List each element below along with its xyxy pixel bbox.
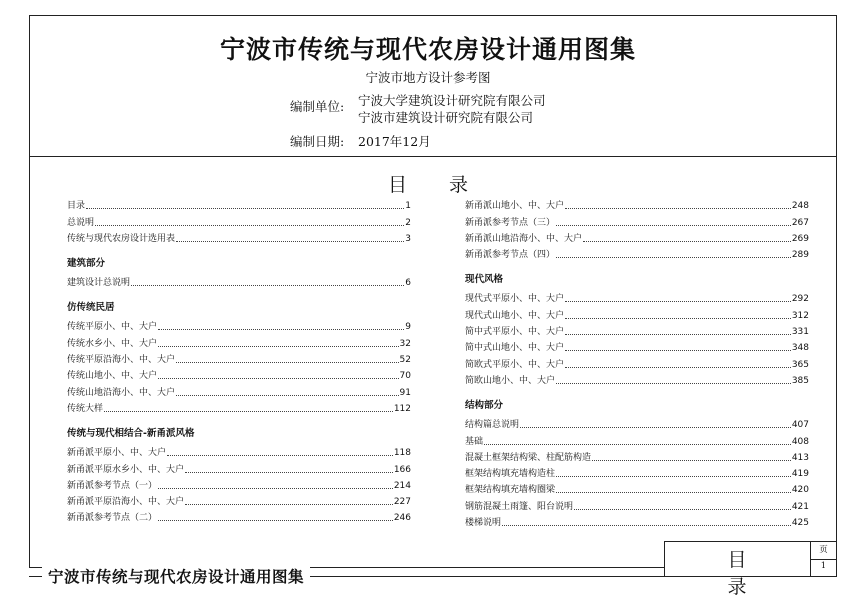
toc-entry[interactable]	[67, 196, 411, 212]
toc-heading: 目录	[387, 174, 510, 196]
toc-entry-page: 32	[399, 338, 411, 349]
dot-leader	[565, 300, 791, 302]
toc-entry-page: 9	[405, 322, 411, 333]
dot-leader	[95, 224, 404, 226]
toc-entry[interactable]	[67, 273, 411, 289]
toc-entry[interactable]	[67, 333, 411, 349]
toc-entry-page: 269	[791, 233, 809, 244]
toc-entry-title: 传统平原沿海小、中、大户	[67, 355, 176, 366]
toc-entry-page: 331	[791, 327, 809, 338]
toc-entry-page: 267	[791, 217, 809, 228]
toc-entry[interactable]	[465, 415, 809, 431]
toc-section-heading: 现代风格	[465, 274, 504, 286]
toc-entry[interactable]	[465, 496, 809, 512]
toc-entry-title: 简中式平原小、中、大户	[465, 327, 565, 338]
toc-entry-page: 227	[393, 497, 411, 508]
toc-entry-title: 简欧山地小、中、大户	[465, 375, 556, 386]
toc-entry-page: 292	[791, 294, 809, 305]
toc-entry[interactable]	[465, 338, 809, 354]
toc-right-column	[465, 196, 809, 529]
toc-entry-page: 413	[791, 452, 809, 463]
dot-leader	[583, 240, 791, 242]
toc-entry-page: 246	[393, 513, 411, 524]
toc-section-heading: 仿传统民居	[67, 302, 115, 314]
toc-entry-title: 现代式平原小、中、大户	[465, 294, 565, 305]
toc-entry-title: 新甬派参考节点（一）	[67, 480, 158, 491]
dot-leader	[520, 426, 791, 428]
toc-entry-title: 传统山地小、中、大户	[67, 371, 158, 382]
toc-entry-title: 钢筋混凝土雨篷、阳台说明	[465, 501, 574, 512]
toc-entry-title: 现代式山地小、中、大户	[465, 310, 565, 321]
toc-entry-page: 166	[393, 464, 411, 475]
toc-entry-page: 248	[791, 201, 809, 212]
toc-entry-title: 新甬派参考节点（四）	[465, 250, 556, 261]
toc-entry-page: 420	[791, 485, 809, 496]
toc-entry-page: 214	[393, 480, 411, 491]
compiler-org-1: 宁波大学建筑设计研究院有限公司	[358, 93, 546, 108]
toc-entry-page: 385	[791, 375, 809, 386]
document-subtitle: 宁波市地方设计参考图	[365, 70, 491, 85]
dot-leader	[158, 377, 399, 379]
footer-title: 宁波市传统与现代农房设计通用图集	[42, 565, 310, 587]
toc-entry[interactable]	[465, 464, 809, 480]
page-number: 1	[820, 561, 827, 571]
toc-entry[interactable]	[67, 382, 411, 398]
toc-entry-page: 52	[399, 355, 411, 366]
dot-leader	[131, 284, 404, 286]
dot-leader	[556, 256, 791, 258]
title-block-label: 目录	[727, 549, 785, 598]
dot-leader	[565, 333, 791, 335]
document-title: 宁波市传统与现代农房设计通用图集	[219, 35, 636, 64]
toc-section-heading: 传统与现代相结合-新甬派风格	[67, 427, 195, 439]
header-divider	[29, 156, 837, 157]
toc-entry[interactable]	[67, 476, 411, 492]
toc-section-heading: 建筑部分	[67, 257, 106, 269]
toc-entry-page: 365	[791, 359, 809, 370]
toc-entry[interactable]	[67, 492, 411, 508]
dot-leader	[565, 349, 791, 351]
toc-entry[interactable]	[465, 245, 809, 261]
toc-entry-title: 框架结构填充墙构造柱	[465, 469, 556, 480]
toc-entry-title: 传统水乡小、中、大户	[67, 338, 158, 349]
toc-entry-title: 新甬派参考节点（二）	[67, 513, 158, 524]
compiler-org-2: 宁波市建筑设计研究院有限公司	[358, 110, 534, 125]
toc-entry-page: 425	[791, 518, 809, 529]
toc-entry[interactable]	[67, 350, 411, 366]
compiler-label: 编制单位:	[290, 99, 345, 114]
dot-leader	[484, 443, 791, 445]
dot-leader	[556, 475, 791, 477]
toc-entry[interactable]	[465, 305, 809, 321]
dot-leader	[185, 503, 393, 505]
dot-leader	[176, 361, 399, 363]
toc-entry[interactable]	[465, 196, 809, 212]
toc-entry-page: 312	[791, 310, 809, 321]
toc-entry-page: 1	[405, 201, 411, 212]
dot-leader	[158, 487, 393, 489]
toc-entry[interactable]	[465, 448, 809, 464]
dot-leader	[158, 345, 399, 347]
toc-section-heading: 结构部分	[465, 399, 504, 411]
toc-entry[interactable]	[465, 371, 809, 387]
toc-entry[interactable]	[465, 431, 809, 447]
dot-leader	[565, 366, 791, 368]
dot-leader	[176, 240, 404, 242]
toc-entry[interactable]	[465, 212, 809, 228]
toc-entry-title: 传统与现代农房设计选用表	[67, 233, 176, 244]
toc-entry-title: 传统平原小、中、大户	[67, 322, 158, 333]
dot-leader	[185, 471, 393, 473]
toc-entry-page: 348	[791, 343, 809, 354]
toc-entry-page: 421	[791, 501, 809, 512]
toc-entry-page: 2	[405, 217, 411, 228]
dot-leader	[574, 508, 791, 510]
toc-entry-page: 91	[399, 387, 411, 398]
dot-leader	[556, 224, 791, 226]
toc-entry-title: 传统山地沿海小、中、大户	[67, 387, 176, 398]
toc-entry[interactable]	[67, 366, 411, 382]
toc-entry-title: 楼梯说明	[465, 518, 502, 529]
toc-entry-title: 新甬派平原小、中、大户	[67, 448, 167, 459]
dot-leader	[565, 207, 791, 209]
dot-leader	[592, 459, 791, 461]
toc-entry-title: 建筑设计总说明	[67, 278, 131, 289]
toc-entry-page: 3	[405, 233, 411, 244]
dot-leader	[556, 382, 791, 384]
toc-entry[interactable]	[465, 513, 809, 529]
toc-entry-page: 408	[791, 436, 809, 447]
toc-entry[interactable]	[67, 317, 411, 333]
dot-leader	[176, 394, 399, 396]
toc-entry-title: 框架结构填充墙构圈梁	[465, 485, 556, 496]
toc-entry-page: 70	[399, 371, 411, 382]
toc-entry[interactable]	[465, 229, 809, 245]
toc-entry-page: 407	[791, 420, 809, 431]
date-label: 编制日期:	[290, 134, 345, 149]
toc-entry-page: 419	[791, 469, 809, 480]
toc-entry-title: 结构篇总说明	[465, 420, 520, 431]
toc-left-column	[67, 196, 411, 524]
toc-entry[interactable]	[465, 354, 809, 370]
toc-entry[interactable]	[67, 229, 411, 245]
toc-entry-title: 传统大样	[67, 403, 104, 414]
toc-entry-page: 112	[393, 403, 411, 414]
toc-entry-title: 混凝土框架结构梁、柱配筋构造	[465, 452, 592, 463]
toc-entry-title: 总说明	[67, 217, 95, 228]
toc-entry[interactable]	[67, 443, 411, 459]
toc-entry[interactable]	[465, 480, 809, 496]
toc-entry-title: 新甬派平原沿海小、中、大户	[67, 497, 185, 508]
dot-leader	[86, 207, 404, 209]
toc-entry-title: 简中式山地小、中、大户	[465, 343, 565, 354]
toc-entry[interactable]	[67, 212, 411, 228]
toc-entry-title: 新甬派山地小、中、大户	[465, 201, 565, 212]
toc-entry[interactable]	[67, 459, 411, 475]
date-value: 2017年12月	[358, 134, 431, 149]
dot-leader	[158, 328, 404, 330]
toc-entry-title: 目录	[67, 201, 86, 212]
dot-leader	[565, 317, 791, 319]
dot-leader	[167, 454, 393, 456]
toc-entry[interactable]	[465, 289, 809, 305]
dot-leader	[104, 410, 393, 412]
dot-leader	[502, 524, 791, 526]
toc-entry-page: 118	[393, 448, 411, 459]
toc-entry[interactable]	[67, 508, 411, 524]
toc-entry-title: 新甬派参考节点（三）	[465, 217, 556, 228]
toc-entry-title: 新甬派山地沿海小、中、大户	[465, 233, 583, 244]
toc-entry[interactable]	[465, 322, 809, 338]
dot-leader	[556, 491, 791, 493]
toc-entry-title: 简欧式平原小、中、大户	[465, 359, 565, 370]
toc-entry-title: 新甬派平原水乡小、中、大户	[67, 464, 185, 475]
toc-entry-page: 6	[405, 278, 411, 289]
toc-entry-page: 289	[791, 250, 809, 261]
page-label: 页	[819, 545, 828, 555]
dot-leader	[158, 519, 393, 521]
toc-entry[interactable]	[67, 399, 411, 415]
toc-entry-title: 基础	[465, 436, 484, 447]
